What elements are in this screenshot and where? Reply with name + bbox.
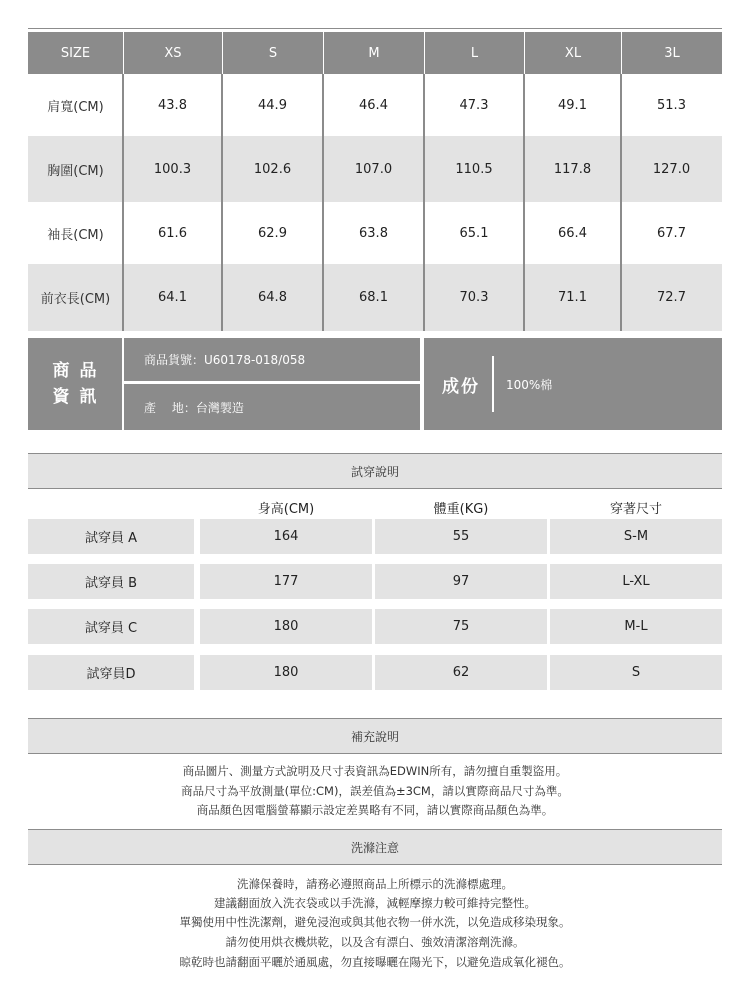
value-cell: 62.9 bbox=[258, 225, 287, 241]
fit-column-size: 穿著尺寸 bbox=[609, 501, 662, 517]
washing-section-title: 洗滌注意 bbox=[28, 829, 722, 865]
column-divider bbox=[221, 74, 223, 331]
value-cell: 61.6 bbox=[158, 225, 187, 241]
washing-line: 建議翻面放入洗衣袋或以手洗滌，減輕摩擦力較可維持完整性。 bbox=[214, 896, 536, 910]
size-header-xs: XS bbox=[123, 32, 222, 74]
value-cell: 72.7 bbox=[657, 290, 686, 305]
value-cell: 127.0 bbox=[652, 161, 691, 177]
value-cell: 117.8 bbox=[553, 161, 592, 177]
value-cell: 51.3 bbox=[657, 97, 686, 113]
fit-model-name: 試穿員D bbox=[28, 655, 194, 690]
value-cell: 49.1 bbox=[558, 97, 587, 113]
fit-model-name: 試穿員 B bbox=[28, 564, 194, 599]
value-cell: 63.8 bbox=[359, 225, 388, 241]
column-divider bbox=[620, 74, 622, 331]
fit-weight: 62 bbox=[375, 655, 547, 690]
value-cell: 71.1 bbox=[558, 290, 587, 305]
value-cell: 65.1 bbox=[459, 225, 489, 241]
product-item-number: 商品貨號：U60178-018/058 bbox=[124, 338, 420, 381]
composition-panel bbox=[424, 338, 722, 430]
row-label: 肩寬(CM) bbox=[47, 99, 104, 115]
size-header-m: M bbox=[323, 32, 424, 74]
composition-label: 成份 bbox=[442, 376, 480, 397]
fit-weight: 97 bbox=[375, 564, 547, 599]
value-cell: 102.6 bbox=[253, 161, 292, 177]
washing-line: 洗滌保養時，請務必遵照商品上所標示的洗滌標處理。 bbox=[237, 877, 513, 891]
fit-column-weight: 體重(KG) bbox=[433, 501, 489, 517]
fit-height: 164 bbox=[200, 519, 372, 554]
value-cell: 100.3 bbox=[153, 161, 192, 177]
value-cell: 44.9 bbox=[258, 97, 287, 113]
fit-section-title: 試穿說明 bbox=[28, 453, 722, 489]
value-cell: 68.1 bbox=[359, 290, 388, 305]
value-cell: 43.8 bbox=[158, 97, 187, 113]
size-header-label: SIZE bbox=[60, 45, 91, 61]
washing-line: 單獨使用中性洗潔劑，避免浸泡或與其他衣物一併水洗，以免造成移染現象。 bbox=[179, 915, 571, 929]
supplement-section-title: 補充說明 bbox=[28, 718, 722, 754]
value-cell: 67.7 bbox=[657, 225, 686, 241]
fit-size: S-M bbox=[550, 519, 722, 554]
washing-line: 請勿使用烘衣機烘乾，以及含有漂白、強效清潔溶劑洗滌。 bbox=[225, 935, 525, 949]
supplement-line: 商品尺寸為平放測量(單位:CM)，誤差值為±3CM，請以實際商品尺寸為準。 bbox=[181, 784, 569, 798]
fit-column-height: 身高(CM) bbox=[257, 501, 315, 517]
fit-weight: 75 bbox=[375, 609, 547, 644]
product-info-title bbox=[28, 338, 123, 430]
size-header-3l: 3L bbox=[621, 32, 722, 74]
size-table-header bbox=[28, 32, 722, 74]
value-cell: 70.3 bbox=[459, 290, 489, 305]
fit-size: L-XL bbox=[550, 564, 722, 599]
fit-height: 180 bbox=[200, 655, 372, 690]
column-divider bbox=[523, 74, 525, 331]
value-cell: 66.4 bbox=[558, 225, 587, 241]
value-cell: 47.3 bbox=[459, 97, 489, 113]
size-header-l: L bbox=[424, 32, 524, 74]
size-header-s: S bbox=[222, 32, 323, 74]
top-rule bbox=[28, 28, 722, 29]
supplement-line: 商品顏色因電腦螢幕顯示設定差異略有不同，請以實際商品顏色為準。 bbox=[196, 803, 554, 817]
composition-divider bbox=[492, 356, 494, 412]
fit-size: M-L bbox=[550, 609, 722, 644]
supplement-line: 商品圖片、測量方式說明及尺寸表資訊為EDWIN所有，請勿擅自重製盜用。 bbox=[182, 764, 568, 778]
fit-height: 177 bbox=[200, 564, 372, 599]
value-cell: 110.5 bbox=[455, 161, 493, 177]
product-info-title-line1: 商品 bbox=[52, 361, 107, 381]
value-cell: 64.1 bbox=[158, 290, 187, 305]
fit-model-name: 試穿員 C bbox=[28, 609, 194, 644]
row-label: 袖長(CM) bbox=[47, 227, 104, 243]
value-cell: 107.0 bbox=[354, 161, 393, 177]
fit-model-name: 試穿員 A bbox=[28, 519, 194, 554]
value-cell: 46.4 bbox=[359, 97, 388, 113]
size-table bbox=[28, 32, 722, 331]
value-cell: 64.8 bbox=[258, 290, 287, 305]
column-divider bbox=[322, 74, 324, 331]
product-info-title-line2: 資訊 bbox=[52, 387, 107, 407]
row-label: 胸圍(CM) bbox=[47, 163, 104, 179]
column-divider bbox=[423, 74, 425, 331]
size-row-sleeve bbox=[28, 202, 722, 264]
size-row-shoulder bbox=[28, 74, 722, 136]
fit-height: 180 bbox=[200, 609, 372, 644]
row-label: 前衣長(CM) bbox=[40, 292, 111, 307]
size-header-xl: XL bbox=[524, 32, 621, 74]
size-row-chest bbox=[28, 136, 722, 202]
product-origin: 產 地：台灣製造 bbox=[124, 384, 420, 430]
column-divider bbox=[122, 74, 124, 331]
size-row-length bbox=[28, 264, 722, 331]
composition-value: 100%棉 bbox=[506, 377, 553, 392]
washing-line: 晾乾時也請翻面平曬於通風處，勿直接曝曬在陽光下，以避免造成氧化褪色。 bbox=[179, 955, 571, 969]
fit-weight: 55 bbox=[375, 519, 547, 554]
fit-size: S bbox=[550, 655, 722, 690]
